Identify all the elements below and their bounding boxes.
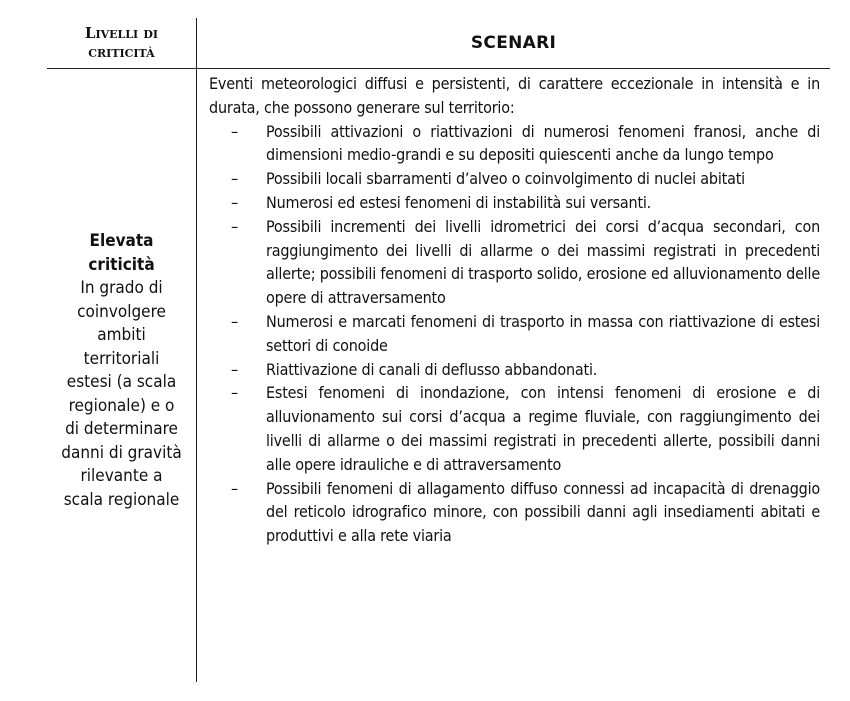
- header-livelli-di-criticita: [47, 18, 196, 68]
- dash-bullet: –: [231, 383, 238, 403]
- list-item: [209, 310, 820, 358]
- list-item: [209, 167, 820, 191]
- column-divider: [196, 18, 197, 682]
- level-description-line: rilevante a: [80, 466, 163, 486]
- scenari-intro: Eventi meteorologici diffusi e persistenti, di carattere eccezionale in intensità e in durata, che possono generare sul territorio:: [209, 74, 820, 117]
- dash-bullet: –: [231, 359, 238, 379]
- scenario-text: Possibili fenomeni di allagamento diffuso connessi ad incapacità di drenaggio del reticolo idrografico minore, con possibili danni agli insediamenti abitati e produttivi e alla rete viaria: [266, 478, 820, 546]
- level-title-line2: criticità: [88, 254, 155, 275]
- scenari-list: [209, 120, 820, 548]
- header-left-line2: criticità: [88, 43, 155, 61]
- list-item: [209, 381, 820, 476]
- header-divider: [47, 68, 830, 69]
- list-item: [209, 215, 820, 310]
- dash-bullet: –: [231, 311, 238, 331]
- list-item: [209, 120, 820, 168]
- scenario-text: Numerosi e marcati fenomeni di trasporto in massa con riattivazione di estesi settori di conoide: [266, 311, 820, 355]
- level-description-line: regionale) e o: [68, 395, 175, 416]
- list-item: [209, 191, 820, 215]
- scenari-cell: [209, 72, 820, 548]
- level-description-line: In grado di: [80, 278, 163, 298]
- header-scenari: SCENARI: [470, 33, 557, 53]
- level-title-line1: Elevata: [89, 231, 154, 251]
- scenario-text: Numerosi ed estesi fenomeni di instabilità sui versanti.: [266, 192, 652, 212]
- level-description-line: estesi (a scala: [66, 372, 177, 392]
- level-description-line: ambiti: [97, 325, 146, 345]
- header-left-line1: Livelli di: [84, 24, 159, 42]
- level-description-line: coinvolgere: [77, 301, 166, 322]
- scenario-text: Possibili locali sbarramenti d’alveo o coinvolgimento di nuclei abitati: [266, 169, 745, 189]
- dash-bullet: –: [231, 192, 238, 212]
- level-description-line: danni di gravità: [61, 442, 182, 463]
- dash-bullet: –: [231, 478, 238, 498]
- criticality-table: [47, 18, 830, 682]
- level-description-line: di determinare: [65, 419, 178, 439]
- list-item: [209, 477, 820, 548]
- list-item: [209, 358, 820, 382]
- level-description-line: scala regionale: [63, 489, 180, 510]
- dash-bullet: –: [231, 121, 238, 141]
- dash-bullet: –: [231, 169, 238, 189]
- criticality-level-cell: [47, 230, 196, 512]
- level-description-line: territoriali: [83, 348, 160, 369]
- scenario-text: Riattivazione di canali di deflusso abbandonati.: [266, 359, 598, 379]
- scenario-text: Possibili incrementi dei livelli idrometrici dei corsi d’acqua secondari, con raggiungimento dei livelli di allarme o dei massimi registrati in precedenti allerte; possibili fenomeni di trasporto solido, erosione ed alluvionamento delle opere di attraversamento: [266, 216, 821, 308]
- scenario-text: Estesi fenomeni di inondazione, con intensi fenomeni di erosione e di alluvionamento sui corsi d’acqua a regime fluviale, con raggiungimento dei livelli di allarme o dei massimi registrati in precedenti allerte, possibili danni alle opere idrauliche e di attraversamento: [266, 383, 820, 474]
- scenario-text: Possibili attivazioni o riattivazioni di numerosi fenomeni franosi, anche di dimensioni medio-grandi e su depositi quiescenti anche da lungo tempo: [266, 121, 820, 165]
- dash-bullet: –: [231, 216, 238, 236]
